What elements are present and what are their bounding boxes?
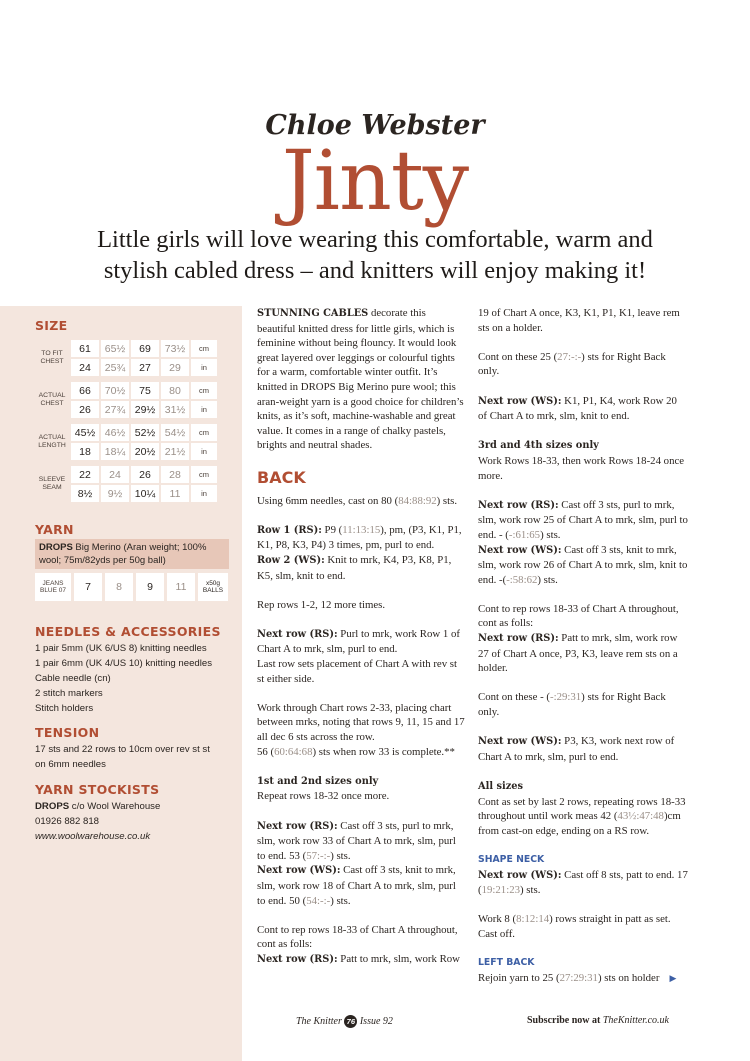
- unit-cell: in: [191, 359, 217, 376]
- yarn-qty: 8: [105, 573, 133, 601]
- size-label: ACTUAL CHEST: [38, 392, 66, 407]
- list-item: 1 pair 5mm (UK 6/US 8) knitting needles: [35, 643, 207, 654]
- shape-neck-instruction: Next row (WS): Cast off 8 sts, patt to end. 17 (19:21:23) sts.: [478, 868, 688, 897]
- size-cell: 75: [131, 382, 159, 399]
- page-number: 76: [344, 1015, 357, 1028]
- continue-instruction-2: Cont to rep rows 18-33 of Chart A throughout, cont as folls: Next row (RS): Patt to mrk, slm, work row 27 of Chart A once, P3, K3, leave rem sts on a holder.: [478, 602, 679, 675]
- size-label: ACTUAL LENGTH: [38, 434, 66, 449]
- size-cell: 22: [71, 466, 99, 483]
- size-cell: 73½: [161, 340, 189, 357]
- table-row: [35, 466, 217, 483]
- yarn-unit: x50g BALLS: [198, 573, 228, 601]
- tension-heading: TENSION: [35, 725, 100, 740]
- standfirst: Little girls will love wearing this comfortable, warm and stylish cabled dress – and knitters will enjoy making it!: [97, 226, 653, 284]
- size-cell: 69: [131, 340, 159, 357]
- list-item: Cable needle (cn): [35, 673, 111, 684]
- yarn-quantity-row: [35, 573, 229, 601]
- yarn-shade: JEANS BLUE 07: [35, 573, 71, 601]
- rows-1-2: Row 1 (RS): P9 (11:13:15), pm, (P3, K1, P1, K1, P8, K3, P4) 3 times, pm, purl to end. Row 2 (WS): Knit to mrk, K4, P3, K8, P1, K5, slm, knit to end.: [257, 523, 462, 582]
- yarn-brand: DROPS: [39, 542, 73, 553]
- cast-on: Using 6mm needles, cast on 80 (84:88:92) sts.: [257, 494, 458, 507]
- stockist-name: DROPS c/o Wool Warehouse: [35, 801, 161, 812]
- unit-cell: cm: [191, 466, 217, 483]
- right-back-instruction: Cont on these 25 (27:-:-) sts for Right Back only.: [478, 350, 666, 378]
- size-cell: 18: [71, 443, 99, 460]
- size-cell: 52½: [131, 424, 159, 441]
- stockists-section: [35, 782, 235, 844]
- size-cell: 80: [161, 382, 189, 399]
- yarn-section: [35, 522, 229, 601]
- size-cell: 24: [71, 359, 99, 376]
- size-cell: 31½: [161, 401, 189, 418]
- size-cell: 18¼: [101, 443, 129, 460]
- yarn-description: [35, 539, 229, 569]
- back-heading: BACK: [257, 467, 306, 487]
- size-cell: 24: [101, 466, 129, 483]
- continue-arrow-icon: ▶: [669, 972, 677, 983]
- size-cell: 28: [161, 466, 189, 483]
- right-back-instruction-2: Cont on these - (-:29:31) sts for Right Back only.: [478, 691, 666, 719]
- tension-text: on 6mm needles: [35, 759, 106, 770]
- yarn-qty: 7: [74, 573, 102, 601]
- table-row: [35, 424, 217, 441]
- sizes-1-2-section: 1st and 2nd sizes only Repeat rows 18-32 once more.: [257, 775, 390, 803]
- size-cell: 8½: [71, 485, 99, 502]
- size-cell: 27: [131, 359, 159, 376]
- size-cell: 26: [71, 401, 99, 418]
- size-table: [33, 338, 219, 504]
- needles-heading: NEEDLES & ACCESSORIES: [35, 624, 221, 639]
- size-cell: 65½: [101, 340, 129, 357]
- unit-cell: in: [191, 443, 217, 460]
- size-cell: 70½: [101, 382, 129, 399]
- yarn-desc: Big Merino (Aran weight; 100% wool; 75m/82yds per 50g ball): [39, 542, 207, 566]
- pattern-title: Jinty: [281, 134, 469, 229]
- yarn-qty: 11: [167, 573, 195, 601]
- size-cell: 27¾: [101, 401, 129, 418]
- size-cell: 46½: [101, 424, 129, 441]
- size-cell: 9½: [101, 485, 129, 502]
- unit-cell: cm: [191, 382, 217, 399]
- work-straight-instruction: Work 8 (8:12:14) rows straight in patt as set. Cast off.: [478, 913, 671, 940]
- intro-paragraph: STUNNING CABLES decorate this beautiful knitted dress for little girls, which is feminine without being flouncy. It would look great layered over leggings or colourful tights for a warm, comfortable winter outfit. It’s knitted in DROPS Big Merino pure wool; this aran-weight yarn is a good choice for children’s knits, as it’s soft, machine-washable and great value. It comes in a range of chalky pastels, brights and neutral shades.: [257, 307, 464, 452]
- magazine-name: The Knitter: [296, 1015, 342, 1027]
- table-row: [35, 340, 217, 357]
- table-row: [35, 382, 217, 399]
- shape-neck-heading: SHAPE NECK: [478, 853, 545, 865]
- rejoin-instruction: Rejoin yarn to 25 (27:29:31) sts on holder ▶: [478, 971, 677, 984]
- footer-subscribe: Subscribe now at TheKnitter.co.uk: [527, 1015, 669, 1026]
- column-1: [257, 306, 465, 982]
- size-cell: 54½: [161, 424, 189, 441]
- list-item: Stitch holders: [35, 703, 94, 714]
- left-back-heading: LEFT BACK: [478, 957, 535, 969]
- size-cell: 20½: [131, 443, 159, 460]
- size-cell: 61: [71, 340, 99, 357]
- size-label: TO FIT CHEST: [40, 350, 64, 365]
- issue-number: Issue 92: [359, 1015, 393, 1027]
- list-item: 2 stitch markers: [35, 688, 103, 699]
- size-heading: SIZE: [35, 318, 68, 333]
- yarn-heading: YARN: [35, 522, 74, 537]
- needles-section: [35, 624, 235, 716]
- stockists-heading: YARN STOCKISTS: [35, 782, 160, 797]
- sizes-3-4-section: 3rd and 4th sizes only Work Rows 18-33, then work Rows 18-24 once more.: [478, 440, 685, 482]
- continued-text: 19 of Chart A once, K3, K1, P1, K1, leave rem sts on a holder.: [478, 307, 680, 334]
- size-cell: 66: [71, 382, 99, 399]
- all-sizes-section: All sizes Cont as set by last 2 rows, repeating rows 18-33 throughout until work meas 42 (43½:47:48)cm from cast-on edge, ending on a RS row.: [478, 781, 686, 837]
- size-cell: 26: [131, 466, 159, 483]
- size-cell: 29: [161, 359, 189, 376]
- stockist-phone: 01926 882 818: [35, 816, 100, 827]
- ws-row-instruction-2: Next row (WS): P3, K3, work next row of Chart A to mrk, slm, purl to end.: [478, 735, 675, 763]
- size-cell: 29½: [131, 401, 159, 418]
- next-row-instruction: Next row (RS): Purl to mrk, work Row 1 of Chart A to mrk, slm, purl to end. Last row sets placement of Chart A with rev st st either side.: [257, 627, 460, 685]
- designer-name: Chloe Webster: [265, 110, 485, 141]
- footer-issue: [296, 1015, 393, 1028]
- tension-section: [35, 725, 235, 772]
- size-section: [35, 318, 235, 504]
- size-cell: 10¼: [131, 485, 159, 502]
- cast-off-instructions: Next row (RS): Cast off 3 sts, purl to mrk, slm, work row 33 of Chart A to mrk, slm, purl to end. 53 (57:-:-) sts. Next row (WS): Cast off 3 sts, knit to mrk, slm, work row 18 of Chart A to mrk, slm, purl to end. 50 (54:-:-) sts.: [257, 819, 456, 907]
- unit-cell: cm: [191, 424, 217, 441]
- stockist-website[interactable]: www.woolwarehouse.co.uk: [35, 831, 151, 842]
- tension-text: 17 sts and 22 rows to 10cm over rev st st: [35, 744, 210, 755]
- size-cell: 25¾: [101, 359, 129, 376]
- unit-cell: in: [191, 485, 217, 502]
- column-2: [478, 306, 688, 985]
- subscribe-link[interactable]: TheKnitter.co.uk: [602, 1015, 669, 1026]
- cast-off-instructions-2: Next row (RS): Cast off 3 sts, purl to mrk, slm, work row 25 of Chart A to mrk, slm, purl to end. - (-:61:65) sts. Next row (WS): Cast off 3 sts, knit to mrk, slm, work row 26 of Chart A to mrk, slm, knit to end. -(-:58:62) sts.: [478, 498, 688, 586]
- size-label: SLEEVE SEAM: [38, 476, 66, 491]
- unit-cell: cm: [191, 340, 217, 357]
- size-cell: 45½: [71, 424, 99, 441]
- size-cell: 11: [161, 485, 189, 502]
- continue-instruction: Cont to rep rows 18-33 of Chart A throughout, cont as folls: Next row (RS): Patt to mrk, slm, work Row: [257, 923, 460, 965]
- ws-row-instruction: Next row (WS): K1, P1, K4, work Row 20 of Chart A to mrk, slm, knit to end.: [478, 394, 677, 423]
- repeat-instruction: Rep rows 1-2, 12 more times.: [257, 598, 386, 611]
- yarn-qty: 9: [136, 573, 164, 601]
- unit-cell: in: [191, 401, 217, 418]
- list-item: 1 pair 6mm (UK 4/US 10) knitting needles: [35, 658, 213, 669]
- size-cell: 21½: [161, 443, 189, 460]
- chart-instruction: Work through Chart rows 2-33, placing chart between mrks, noting that rows 9, 11, 15 and 17 all dec 6 sts across the row. 56 (60:64:68) sts when row 33 is complete.**: [257, 701, 465, 758]
